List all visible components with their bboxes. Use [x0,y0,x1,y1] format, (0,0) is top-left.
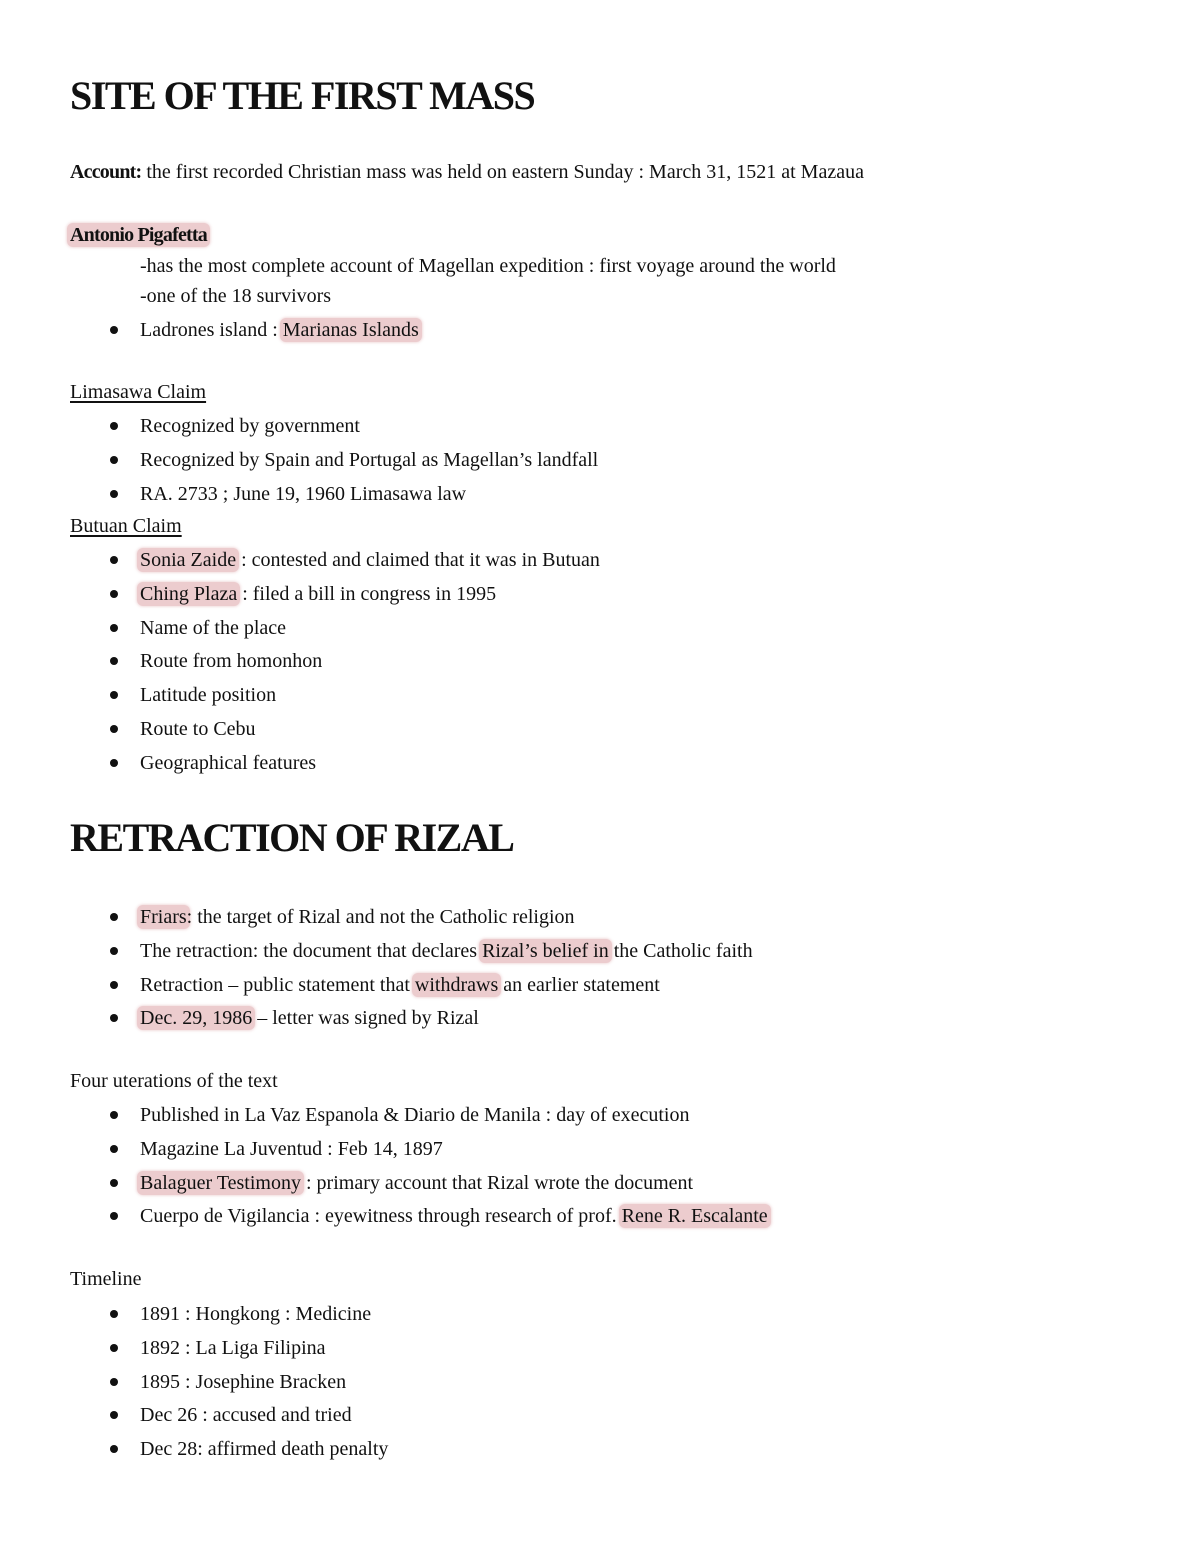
list-item [70,1005,753,1039]
retraction-points-list [70,904,753,1039]
list-item [70,581,600,615]
butuan-list [70,547,600,784]
item-text: : primary account that Rizal wrote the document [300,1171,694,1194]
item-text: Cuerpo de Vigilancia : eyewitness through research of prof. [140,1205,622,1228]
highlighted-text: Rizal’s belief in [479,939,612,963]
item-text: Published in La Vaz Espanola & Diario de Manila : day of execution [140,1104,690,1126]
list-item [70,1102,768,1136]
item-text: Route to Cebu [140,717,256,740]
bullet-icon [110,725,118,733]
list-item [70,750,600,784]
bullet-icon [110,1111,118,1119]
account-label: Account: [70,161,142,183]
list-item [70,1402,388,1436]
bullet-icon [110,759,118,767]
item-text: 1895 : Josephine Bracken [140,1370,347,1393]
pigafetta-note: -one of the 18 survivors [140,285,332,307]
bullet-icon [110,556,118,564]
list-item [70,648,600,682]
bullet-icon [110,326,118,334]
bullet-icon [110,590,118,598]
item-text: the Catholic faith [608,939,753,962]
timeline-heading: Timeline [70,1268,142,1290]
highlighted-text: Dec. 29, 1986 [137,1006,255,1030]
item-text: Retraction – public statement that [140,973,415,996]
item-text: : filed a bill in congress in 1995 [237,582,497,605]
item-text: Magazine La Juventud : Feb 14, 1897 [140,1137,443,1160]
list-item [70,1301,388,1335]
limasawa-heading: Limasawa Claim [70,381,207,403]
list-item [70,1136,768,1170]
highlighted-text: Rene R. Escalante [619,1204,771,1228]
bullet-icon [110,456,118,464]
list-item [70,1203,768,1237]
bullet-icon [110,1014,118,1022]
bullet-icon [110,913,118,921]
bullet-icon [110,422,118,430]
bullet-icon [110,1344,118,1352]
butuan-heading: Butuan Claim [70,515,182,537]
list-item [70,938,753,972]
list-item [70,615,600,649]
item-text: Route from homonhon [140,650,323,673]
bullet-icon [110,490,118,498]
pigafetta-heading [70,222,207,248]
highlighted-text: Sonia Zaide [137,548,239,572]
highlighted-text: Balaguer Testimony [137,1171,304,1195]
iterations-list [70,1102,768,1237]
bullet-icon [110,1411,118,1419]
section-title-retraction: RETRACTION OF RIZAL [70,815,514,860]
item-text: : contested and claimed that it was in Butuan [236,549,600,571]
item-text: an earlier statement [498,973,660,996]
account-text: the first recorded Christian mass was held on eastern Sunday : March 31, 1521 at Mazaua [141,161,864,183]
pigafetta-note: -has the most complete account of Magellan expedition : first voyage around the world [140,255,836,277]
bullet-icon [110,1179,118,1187]
bullet-icon [110,691,118,699]
highlighted-text: Marianas Islands [280,318,422,342]
list-item [70,716,600,750]
item-text: Dec 26 : accused and tried [140,1404,352,1427]
list-item [70,1335,388,1369]
bullet-icon [110,1378,118,1386]
item-text: Recognized by Spain and Portugal as Magellan’s landfall [140,448,599,471]
iterations-heading: Four uterations of the text [70,1070,278,1092]
account-line [70,159,864,185]
item-text: : the target of Rizal and not the Catholic religion [186,906,575,928]
item-text: – letter was signed by Rizal [252,1007,479,1030]
item-text: Recognized by government [140,415,360,437]
highlighted-text: Friars [137,905,190,929]
list-item [70,904,753,938]
item-text: Ladrones island : [140,319,283,341]
bullet-icon [110,657,118,665]
bullet-icon [110,981,118,989]
bullet-icon [110,947,118,955]
list-item [70,1369,388,1403]
list-item [70,1170,768,1204]
item-text: Geographical features [140,751,317,774]
list-item [70,413,598,447]
timeline-list [70,1301,388,1470]
bullet-icon [110,624,118,632]
item-text: RA. 2733 ; June 19, 1960 Limasawa law [140,482,467,505]
item-text: The retraction: the document that declares [140,939,483,962]
bullet-icon [110,1145,118,1153]
bullet-icon [110,1212,118,1220]
highlighted-text: withdraws [412,973,501,997]
item-text: 1892 : La Liga Filipina [140,1336,326,1359]
list-item [70,481,598,515]
limasawa-list [70,413,598,514]
item-text: Name of the place [140,616,287,639]
list-item [70,682,600,716]
pigafetta-label: Antonio Pigafetta [67,223,210,247]
highlighted-text: Ching Plaza [137,582,240,606]
list-item [70,447,598,481]
section-title-first-mass: SITE OF THE FIRST MASS [70,73,535,118]
list-item [70,1436,388,1470]
item-text: Dec 28: affirmed death penalty [140,1438,389,1461]
list-item [70,547,600,581]
bullet-icon [110,1310,118,1318]
ladrones-list [70,317,419,351]
list-item [70,972,753,1006]
list-item [70,317,419,351]
bullet-icon [110,1445,118,1453]
item-text: Latitude position [140,684,277,707]
item-text: 1891 : Hongkong : Medicine [140,1303,372,1325]
